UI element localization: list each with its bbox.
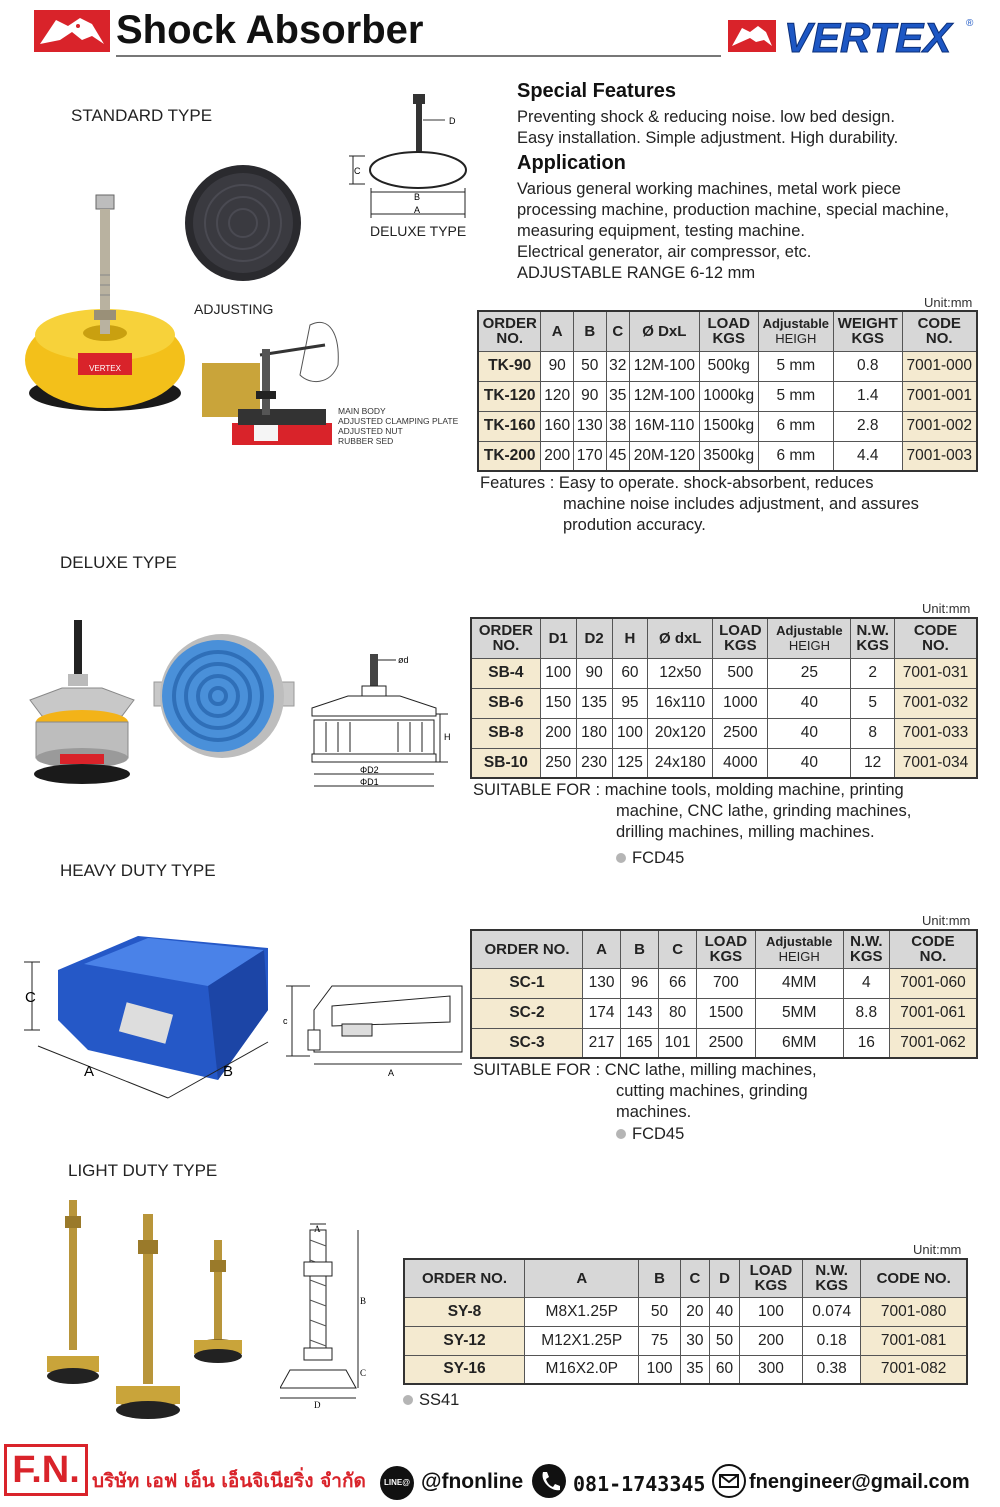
table-header-cell: Adjustable HEIGH (755, 930, 843, 968)
table-cell: 170 (573, 441, 606, 471)
order-no-cell: SB-8 (471, 718, 540, 748)
tk-note-prefix: Features : (480, 474, 559, 492)
order-no-cell: SB-10 (471, 748, 540, 778)
table-cell: 2500 (713, 718, 768, 748)
table-header-cell: Adjustable HEIGH (758, 311, 833, 351)
table-cell: 5 mm (758, 381, 833, 411)
table-cell: 5 (851, 688, 895, 718)
sy-material: SS41 (419, 1391, 460, 1409)
table-header-cell: A (541, 311, 574, 351)
table-header-cell: C (659, 930, 697, 968)
order-no-cell: SY-16 (404, 1355, 525, 1384)
table-cell: 100 (639, 1355, 680, 1384)
code-no-cell: 7001-080 (861, 1297, 967, 1326)
table-cell: 2 (851, 658, 895, 688)
code-no-cell: 7001-001 (902, 381, 977, 411)
table-cell: 30 (680, 1326, 710, 1355)
page-title: Shock Absorber (116, 8, 424, 52)
table-header-cell: A (583, 930, 621, 968)
table-header-row (404, 1259, 967, 1297)
light-dim-c-label: C (360, 1368, 367, 1378)
table-cell: 143 (621, 998, 659, 1028)
part-clamping-plate: ADJUSTED CLAMPING PLATE (338, 416, 459, 426)
table-cell: 120 (541, 381, 574, 411)
features-block (517, 80, 987, 284)
part-rubber-sed: RUBBER SED (338, 436, 394, 446)
code-no-cell: 7001-003 (902, 441, 977, 471)
special-features-title: Special Features (517, 80, 676, 102)
sy-unit-label: Unit:mm (913, 1242, 962, 1257)
table-cell: 35 (606, 381, 629, 411)
code-no-cell: 7001-034 (894, 748, 977, 778)
table-cell: 96 (621, 968, 659, 998)
table-row (404, 1297, 967, 1326)
application-line-4: Electrical generator, air compressor, etc. (517, 243, 812, 261)
phone-icon (532, 1464, 566, 1498)
table-cell: 12M-100 (629, 381, 699, 411)
table-header-cell: N.W. KGS (843, 930, 889, 968)
light-dim-b-label: B (360, 1296, 367, 1306)
title-underline (116, 55, 721, 57)
sb-unit-label: Unit:mm (922, 601, 971, 616)
table-cell: 38 (606, 411, 629, 441)
table-row (471, 968, 977, 998)
table-header-cell: Adjustable HEIGH (768, 618, 851, 658)
tk-features-note (480, 473, 980, 536)
table-header-cell: CODE NO. (889, 930, 977, 968)
light-dimension-diagram (280, 1220, 375, 1410)
table-cell: 200 (541, 441, 574, 471)
sc-suitable-note (473, 1060, 983, 1145)
table-cell: 16 (843, 1028, 889, 1058)
table-cell: 90 (576, 658, 612, 688)
table-cell: 0.38 (803, 1355, 861, 1384)
order-no-cell: TK-90 (478, 351, 541, 381)
table-cell: 40 (768, 718, 851, 748)
tk-spec-table (477, 310, 978, 472)
sc-suitable-line-1: CNC lathe, milling machines, (604, 1061, 817, 1079)
dim-d-label: D (449, 116, 456, 126)
table-cell: 2500 (697, 1028, 756, 1058)
code-no-cell: 7001-002 (902, 411, 977, 441)
table-cell: 0.18 (803, 1326, 861, 1355)
sy-spec-table (403, 1258, 968, 1385)
sc-suitable-line-2: cutting machines, grinding (616, 1082, 808, 1100)
table-cell: 500kg (699, 351, 758, 381)
header-logo-mark (34, 10, 110, 52)
table-cell: 75 (639, 1326, 680, 1355)
table-cell: 50 (639, 1297, 680, 1326)
table-row (471, 748, 977, 778)
standard-absorber-image (20, 185, 190, 420)
dim-d2-label: ΦD2 (360, 765, 379, 775)
table-row (478, 411, 977, 441)
sb-material: FCD45 (632, 849, 685, 867)
table-cell: 130 (583, 968, 621, 998)
table-cell: 8 (851, 718, 895, 748)
table-cell: 160 (541, 411, 574, 441)
order-no-cell: TK-200 (478, 441, 541, 471)
table-cell: 1.4 (834, 381, 903, 411)
code-no-cell: 7001-062 (889, 1028, 977, 1058)
table-cell: 125 (612, 748, 648, 778)
deluxe-absorber-image (22, 618, 142, 788)
table-cell: 16M-110 (629, 411, 699, 441)
order-no-cell: SB-4 (471, 658, 540, 688)
table-cell: 174 (583, 998, 621, 1028)
table-cell: 12 (851, 748, 895, 778)
code-no-cell: 7001-081 (861, 1326, 967, 1355)
table-header-cell: D1 (540, 618, 576, 658)
svg-text:®: ® (966, 18, 974, 29)
rubber-pad-image (183, 164, 305, 282)
table-cell: 1500 (697, 998, 756, 1028)
deluxe-dimension-diagram (308, 650, 468, 790)
table-cell: 66 (659, 968, 697, 998)
table-cell: 300 (739, 1355, 802, 1384)
code-no-cell: 7001-000 (902, 351, 977, 381)
material-bullet-icon (403, 1395, 413, 1405)
dim-c-label: C (354, 166, 361, 176)
standard-dimension-diagram (345, 92, 475, 222)
heavy-dim-a2-label: A (388, 1068, 395, 1078)
table-cell: 12M-100 (629, 351, 699, 381)
table-cell: 200 (540, 718, 576, 748)
tk-note-line-2: machine noise includes adjustment, and assures (563, 495, 919, 513)
email-icon (712, 1464, 746, 1498)
table-row (471, 688, 977, 718)
table-cell: 500 (713, 658, 768, 688)
table-cell: 25 (768, 658, 851, 688)
table-header-cell: ORDER NO. (471, 930, 583, 968)
table-cell: 20x120 (648, 718, 713, 748)
code-no-cell: 7001-060 (889, 968, 977, 998)
table-header-cell: B (621, 930, 659, 968)
application-title: Application (517, 152, 626, 174)
table-header-cell: A (525, 1259, 639, 1297)
table-cell: 165 (621, 1028, 659, 1058)
table-cell: 180 (576, 718, 612, 748)
table-header-cell: ORDER NO. (404, 1259, 525, 1297)
table-header-row (471, 930, 977, 968)
table-header-cell: B (639, 1259, 680, 1297)
standard-type-label: STANDARD TYPE (71, 106, 213, 125)
footer-bar (0, 1440, 1000, 1507)
order-no-cell: SC-3 (471, 1028, 583, 1058)
table-cell: 100 (612, 718, 648, 748)
order-no-cell: TK-160 (478, 411, 541, 441)
heavy-dimension-diagram (280, 980, 468, 1080)
special-line-1: Preventing shock & reducing noise. low bed design. (517, 108, 895, 126)
sc-material: FCD45 (632, 1125, 685, 1143)
tk-unit-label: Unit:mm (924, 295, 973, 310)
table-cell: 700 (697, 968, 756, 998)
table-cell: M8X1.25P (525, 1297, 639, 1326)
table-header-cell: LOAD KGS (713, 618, 768, 658)
table-cell: 35 (680, 1355, 710, 1384)
sy-material-note (403, 1390, 459, 1411)
table-cell: 80 (659, 998, 697, 1028)
table-header-cell: CODE NO. (861, 1259, 967, 1297)
table-header-cell: CODE NO. (894, 618, 977, 658)
sc-unit-label: Unit:mm (922, 913, 971, 928)
table-header-cell: N.W. KGS (803, 1259, 861, 1297)
table-cell: 90 (573, 381, 606, 411)
tk-note-line-3: prodution accuracy. (563, 516, 706, 534)
table-cell: 60 (612, 658, 648, 688)
deluxe-schematic-label: DELUXE TYPE (370, 223, 467, 239)
table-header-cell: C (680, 1259, 710, 1297)
table-header-cell: CODE NO. (902, 311, 977, 351)
table-cell: M12X1.25P (525, 1326, 639, 1355)
code-no-cell: 7001-061 (889, 998, 977, 1028)
table-cell: 100 (540, 658, 576, 688)
table-header-cell: WEIGHT KGS (834, 311, 903, 351)
sc-suitable-line-3: machines. (616, 1103, 692, 1121)
table-cell: 150 (540, 688, 576, 718)
table-cell: 24x180 (648, 748, 713, 778)
application-line-3: measuring equipment, testing machine. (517, 222, 805, 240)
sb-suitable-line-3: drilling machines, milling machines. (616, 823, 875, 841)
code-no-cell: 7001-032 (894, 688, 977, 718)
code-no-cell: 7001-031 (894, 658, 977, 688)
table-cell: 5MM (755, 998, 843, 1028)
parts-legend (338, 406, 478, 446)
light-dim-a-label: A (314, 1224, 321, 1234)
order-no-cell: SC-1 (471, 968, 583, 998)
table-cell: 20M-120 (629, 441, 699, 471)
heavy-duty-image (18, 930, 278, 1105)
table-cell: 1500kg (699, 411, 758, 441)
table-header-cell: N.W. KGS (851, 618, 895, 658)
dim-phi-d-label: ød (398, 655, 409, 665)
email-address[interactable]: fnengineer@gmail.com (749, 1471, 970, 1493)
table-row (471, 658, 977, 688)
sc-spec-table (470, 929, 978, 1059)
footer-company-name: บริษัท เอฟ เอ็น เอ็นจิเนียริ่ง จำกัด (92, 1470, 366, 1492)
table-cell: 20 (680, 1297, 710, 1326)
adjusting-label: ADJUSTING (194, 301, 274, 317)
table-header-cell: Ø DxL (629, 311, 699, 351)
table-header-cell: H (612, 618, 648, 658)
line-id[interactable]: @fnonline (421, 1470, 524, 1493)
table-header-cell: LOAD KGS (699, 311, 758, 351)
code-no-cell: 7001-033 (894, 718, 977, 748)
table-header-cell: ORDER NO. (471, 618, 540, 658)
adjustable-range: ADJUSTABLE RANGE 6-12 mm (517, 264, 756, 282)
table-header-cell: C (606, 311, 629, 351)
table-cell: 40 (768, 748, 851, 778)
table-row (471, 1028, 977, 1058)
order-no-cell: SY-12 (404, 1326, 525, 1355)
material-bullet-icon (616, 1129, 626, 1139)
table-cell: 50 (573, 351, 606, 381)
table-cell: 230 (576, 748, 612, 778)
table-cell: 2.8 (834, 411, 903, 441)
table-cell: 8.8 (843, 998, 889, 1028)
adjusting-diagram (200, 305, 340, 450)
table-row (478, 441, 977, 471)
table-row (471, 718, 977, 748)
sb-suitable-note (473, 780, 983, 869)
footer-logo: F.N. (4, 1444, 88, 1496)
table-header-cell: Ø dxL (648, 618, 713, 658)
heavy-dim-b-label: B (223, 1063, 234, 1080)
material-bullet-icon (616, 853, 626, 863)
table-row (404, 1326, 967, 1355)
standard-badge-text: VERTEX (89, 364, 121, 373)
table-cell: 130 (573, 411, 606, 441)
part-adjusted-nut: ADJUSTED NUT (338, 426, 403, 436)
table-cell: 95 (612, 688, 648, 718)
sb-suitable-prefix: SUITABLE FOR : (473, 781, 605, 799)
order-no-cell: SY-8 (404, 1297, 525, 1326)
part-main-body: MAIN BODY (338, 406, 386, 416)
order-no-cell: SC-2 (471, 998, 583, 1028)
table-cell: 50 (710, 1326, 740, 1355)
table-cell: 12x50 (648, 658, 713, 688)
brand-logo (728, 14, 978, 58)
table-cell: 40 (710, 1297, 740, 1326)
table-cell: M16X2.0P (525, 1355, 639, 1384)
brand-logo-text: VERTEX (784, 14, 952, 58)
deluxe-pad-image (152, 622, 297, 770)
dim-b-label: B (414, 192, 421, 202)
table-header-cell: LOAD KGS (739, 1259, 802, 1297)
sb-suitable-line-1: machine tools, molding machine, printing (604, 781, 904, 799)
table-cell: 1000 (713, 688, 768, 718)
line-icon: LINE@ (380, 1466, 414, 1500)
table-cell: 6MM (755, 1028, 843, 1058)
table-row (478, 381, 977, 411)
dim-d1-label: ΦD1 (360, 777, 379, 787)
table-cell: 40 (768, 688, 851, 718)
table-cell: 0.8 (834, 351, 903, 381)
deluxe-type-label: DELUXE TYPE (60, 553, 177, 572)
table-header-cell: D2 (576, 618, 612, 658)
heavy-duty-label: HEAVY DUTY TYPE (60, 861, 216, 880)
table-header-row (478, 311, 977, 351)
table-cell: 60 (710, 1355, 740, 1384)
table-cell: 3500kg (699, 441, 758, 471)
table-header-cell: LOAD KGS (697, 930, 756, 968)
special-line-2: Easy installation. Simple adjustment. High durability. (517, 129, 899, 147)
table-header-row (471, 618, 977, 658)
table-cell: 6 mm (758, 411, 833, 441)
table-header-cell: D (710, 1259, 740, 1297)
dim-h-label: H (444, 732, 451, 742)
table-cell: 4 (843, 968, 889, 998)
sb-spec-table (470, 617, 978, 779)
table-row (478, 351, 977, 381)
order-no-cell: TK-120 (478, 381, 541, 411)
table-row (404, 1355, 967, 1384)
light-duty-label: LIGHT DUTY TYPE (68, 1161, 218, 1180)
table-cell: 200 (739, 1326, 802, 1355)
table-cell: 16x110 (648, 688, 713, 718)
table-cell: 217 (583, 1028, 621, 1058)
code-no-cell: 7001-082 (861, 1355, 967, 1384)
table-cell: 6 mm (758, 441, 833, 471)
table-cell: 32 (606, 351, 629, 381)
table-cell: 4000 (713, 748, 768, 778)
application-line-1: Various general working machines, metal work piece (517, 180, 901, 198)
table-cell: 250 (540, 748, 576, 778)
table-cell: 101 (659, 1028, 697, 1058)
table-cell: 5 mm (758, 351, 833, 381)
sc-suitable-prefix: SUITABLE FOR : (473, 1061, 605, 1079)
phone-number[interactable]: 081-1743345 (573, 1472, 706, 1496)
table-cell: 135 (576, 688, 612, 718)
tk-note-line-1: Easy to operate. shock-absorbent, reduces (558, 474, 874, 492)
dim-a-label: A (414, 205, 421, 215)
light-duty-image (40, 1196, 280, 1426)
table-cell: 45 (606, 441, 629, 471)
table-cell: 90 (541, 351, 574, 381)
heavy-dim-c2-label: c (283, 1016, 288, 1026)
table-header-cell: ORDER NO. (478, 311, 541, 351)
table-cell: 1000kg (699, 381, 758, 411)
table-cell: 4.4 (834, 441, 903, 471)
heavy-dim-a-label: A (84, 1063, 95, 1080)
table-cell: 100 (739, 1297, 802, 1326)
table-cell: 4MM (755, 968, 843, 998)
sb-suitable-line-2: machine, CNC lathe, grinding machines, (616, 802, 912, 820)
order-no-cell: SB-6 (471, 688, 540, 718)
application-line-2: processing machine, production machine, special machine, (517, 201, 949, 219)
light-dim-d-label: D (314, 1400, 321, 1410)
table-row (471, 998, 977, 1028)
heavy-dim-c-label: C (25, 989, 36, 1006)
table-header-cell: B (573, 311, 606, 351)
table-cell: 0.074 (803, 1297, 861, 1326)
